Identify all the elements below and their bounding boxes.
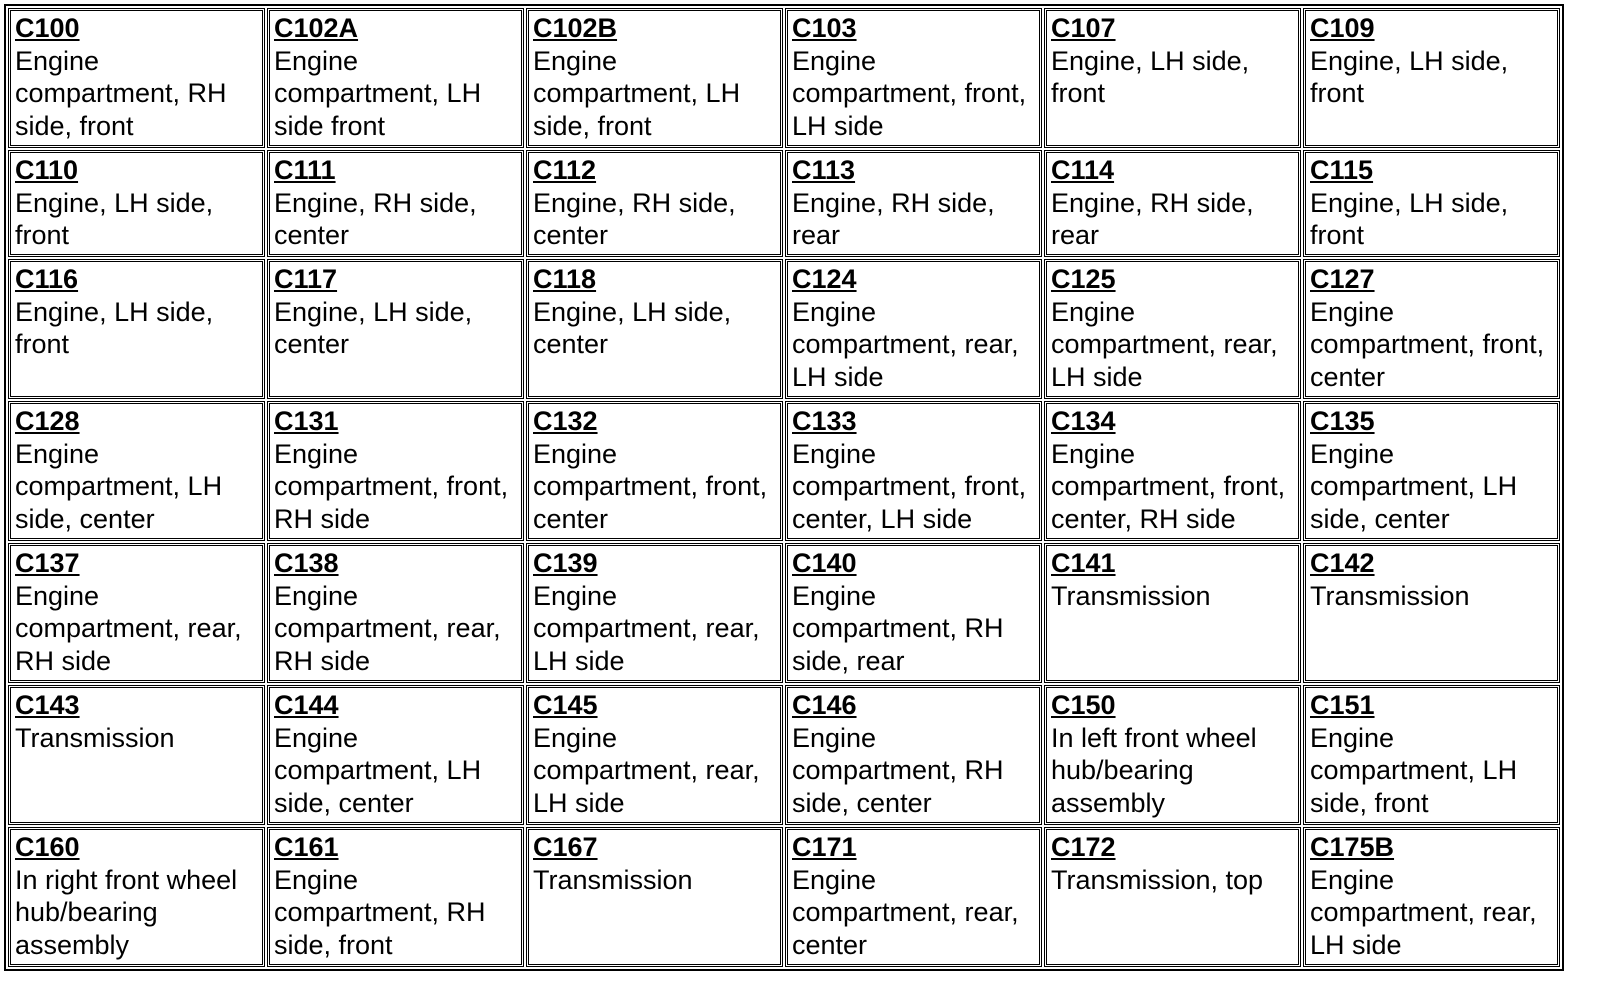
connector-id: C117 [274, 264, 338, 294]
connector-cell [1303, 685, 1560, 825]
connector-cell [267, 685, 524, 825]
connector-location: Engine, LH side, front [15, 187, 214, 250]
connector-id: C143 [15, 690, 80, 720]
connector-location: Engine, LH side, front [1310, 187, 1509, 250]
connector-id: C131 [274, 406, 339, 436]
connector-location: Transmission, top [1051, 864, 1264, 895]
connector-location: Transmission [15, 722, 175, 753]
connector-id: C175B [1310, 832, 1395, 862]
connector-id: C135 [1310, 406, 1375, 436]
connector-id: C114 [1051, 155, 1115, 185]
connector-id: C140 [792, 548, 857, 578]
connector-id: C141 [1051, 548, 1116, 578]
connector-cell [267, 827, 524, 967]
connector-cell [8, 543, 265, 683]
connector-location: Transmission [533, 864, 693, 895]
connector-location: Engine compartment, rear, LH side [533, 580, 760, 676]
connector-cell [785, 401, 1042, 541]
connector-id: C171 [792, 832, 857, 862]
connector-id: C103 [792, 13, 857, 43]
connector-location: In right front wheel hub/bearing assembly [15, 864, 238, 960]
connector-location: In left front wheel hub/bearing assembly [1051, 722, 1257, 818]
connector-location: Engine, LH side, front [1051, 45, 1250, 108]
connector-id: C107 [1051, 13, 1116, 43]
connector-location: Engine, LH side, center [274, 296, 473, 359]
connector-cell [526, 8, 783, 148]
connector-cell [526, 259, 783, 399]
connector-cell [1044, 401, 1301, 541]
connector-cell [267, 401, 524, 541]
connector-location: Engine compartment, front, center [533, 438, 768, 534]
connector-id: C137 [15, 548, 80, 578]
connector-cell [1044, 543, 1301, 683]
connector-id: C102A [274, 13, 359, 43]
connector-id: C133 [792, 406, 857, 436]
connector-location: Engine, RH side, rear [1051, 187, 1254, 250]
connector-cell [8, 685, 265, 825]
connector-location: Engine, RH side, rear [792, 187, 995, 250]
connector-cell [1303, 150, 1560, 257]
connector-location: Engine compartment, LH side, center [15, 438, 223, 534]
table-row [8, 150, 1560, 257]
connector-location: Engine compartment, RH side, rear [792, 580, 1004, 676]
connector-cell [1303, 259, 1560, 399]
connector-cell [1303, 543, 1560, 683]
connector-id: C172 [1051, 832, 1116, 862]
connector-cell [1044, 685, 1301, 825]
connector-location: Engine compartment, front, center [1310, 296, 1545, 392]
connector-id: C112 [533, 155, 597, 185]
connector-location: Engine compartment, rear, LH side [792, 296, 1019, 392]
connector-id: C132 [533, 406, 598, 436]
connector-id: C124 [792, 264, 857, 294]
connector-cell [8, 401, 265, 541]
connector-id: C142 [1310, 548, 1375, 578]
connector-location: Engine compartment, front, center, RH side [1051, 438, 1286, 534]
connector-id: C150 [1051, 690, 1116, 720]
connector-cell [8, 259, 265, 399]
connector-cell [785, 827, 1042, 967]
connector-id: C115 [1310, 155, 1374, 185]
connector-cell [267, 8, 524, 148]
connector-cell [526, 543, 783, 683]
connector-id: C109 [1310, 13, 1375, 43]
connector-id: C111 [274, 155, 336, 185]
connector-id: C138 [274, 548, 339, 578]
table-row [8, 827, 1560, 967]
connector-cell [8, 150, 265, 257]
connector-location: Engine, RH side, center [274, 187, 477, 250]
connector-location: Engine compartment, LH side, center [274, 722, 482, 818]
connector-location: Engine compartment, rear, RH side [274, 580, 501, 676]
connector-location-table [4, 4, 1564, 971]
connector-location: Engine compartment, RH side, front [15, 45, 227, 141]
connector-cell [1303, 8, 1560, 148]
connector-location: Engine compartment, rear, RH side [15, 580, 242, 676]
connector-id: C110 [15, 155, 79, 185]
connector-cell [785, 150, 1042, 257]
connector-cell [785, 8, 1042, 148]
connector-location: Transmission [1310, 580, 1470, 611]
connector-location: Engine compartment, rear, LH side [1051, 296, 1278, 392]
connector-location: Transmission [1051, 580, 1211, 611]
connector-id: C145 [533, 690, 598, 720]
connector-id: C134 [1051, 406, 1116, 436]
connector-cell [785, 259, 1042, 399]
connector-location: Engine, LH side, center [533, 296, 732, 359]
connector-id: C102B [533, 13, 618, 43]
connector-id: C128 [15, 406, 80, 436]
connector-location: Engine compartment, LH side front [274, 45, 482, 141]
connector-location: Engine compartment, front, LH side [792, 45, 1027, 141]
table-row [8, 685, 1560, 825]
connector-cell [8, 8, 265, 148]
connector-cell [1303, 827, 1560, 967]
connector-location: Engine compartment, LH side, front [1310, 722, 1518, 818]
connector-cell [1044, 8, 1301, 148]
connector-id: C167 [533, 832, 598, 862]
connector-cell [526, 150, 783, 257]
connector-id: C113 [792, 155, 856, 185]
connector-table-body [8, 8, 1560, 967]
connector-location: Engine compartment, rear, LH side [533, 722, 760, 818]
connector-id: C127 [1310, 264, 1375, 294]
connector-cell [785, 543, 1042, 683]
connector-id: C144 [274, 690, 339, 720]
connector-cell [1044, 827, 1301, 967]
connector-cell [526, 685, 783, 825]
connector-cell [1044, 259, 1301, 399]
connector-location: Engine compartment, rear, LH side [1310, 864, 1537, 960]
connector-id: C139 [533, 548, 598, 578]
connector-cell [1044, 150, 1301, 257]
connector-id: C100 [15, 13, 80, 43]
connector-location: Engine, LH side, front [1310, 45, 1509, 108]
connector-id: C118 [533, 264, 597, 294]
connector-cell [526, 401, 783, 541]
connector-cell [785, 685, 1042, 825]
table-row [8, 259, 1560, 399]
connector-cell [526, 827, 783, 967]
table-row [8, 543, 1560, 683]
connector-location: Engine compartment, RH side, front [274, 864, 486, 960]
connector-location: Engine compartment, LH side, center [1310, 438, 1518, 534]
connector-id: C116 [15, 264, 79, 294]
connector-location: Engine compartment, front, center, LH side [792, 438, 1027, 534]
connector-cell [8, 827, 265, 967]
connector-location: Engine, LH side, front [15, 296, 214, 359]
table-row [8, 8, 1560, 148]
connector-cell [267, 543, 524, 683]
connector-location: Engine, RH side, center [533, 187, 736, 250]
connector-location: Engine compartment, RH side, center [792, 722, 1004, 818]
connector-cell [267, 150, 524, 257]
connector-location: Engine compartment, LH side, front [533, 45, 741, 141]
connector-location: Engine compartment, front, RH side [274, 438, 509, 534]
connector-id: C151 [1310, 690, 1375, 720]
table-row [8, 401, 1560, 541]
connector-id: C125 [1051, 264, 1116, 294]
connector-cell [1303, 401, 1560, 541]
connector-id: C161 [274, 832, 339, 862]
connector-cell [267, 259, 524, 399]
connector-location: Engine compartment, rear, center [792, 864, 1019, 960]
connector-id: C146 [792, 690, 857, 720]
connector-id: C160 [15, 832, 80, 862]
